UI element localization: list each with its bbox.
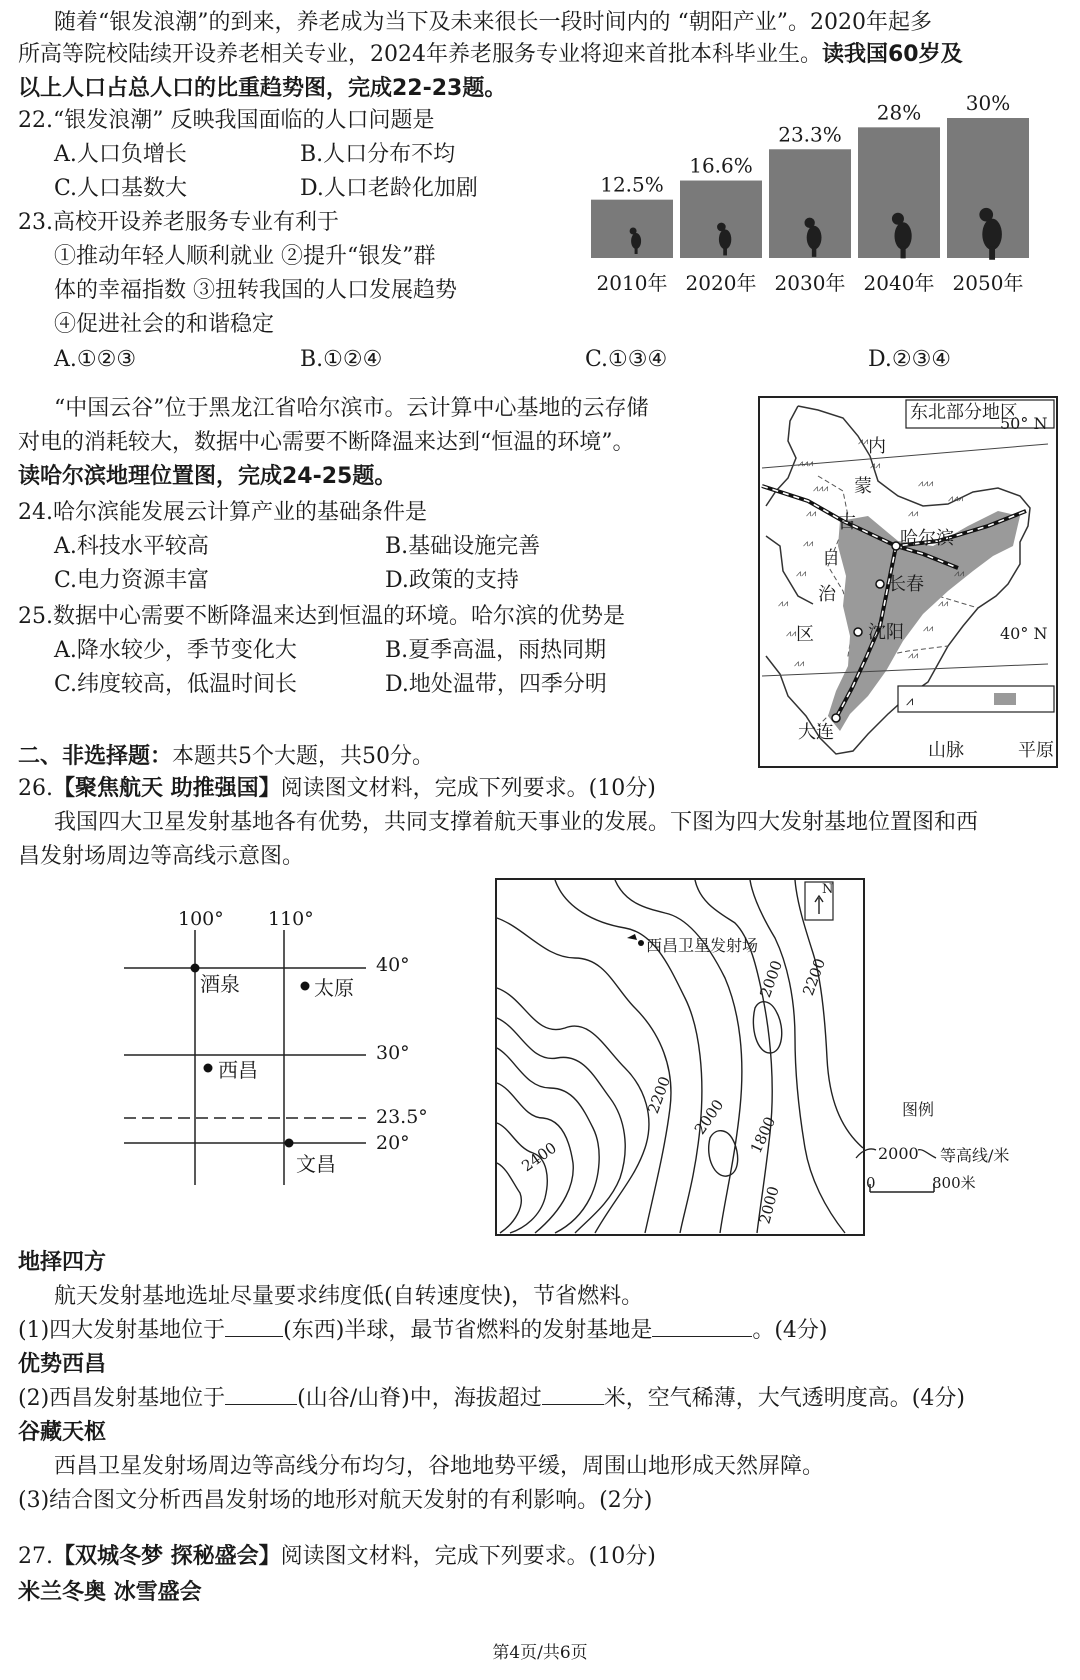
page-footer: 第4页/共6页 [492, 1643, 588, 1663]
intro2-line-3: 读哈尔滨地理位置图，完成24-25题。 [18, 464, 397, 489]
q24-option-c: C.电力资源丰富 [54, 568, 210, 593]
q27-heading-1: 米兰冬奥 冰雪盛会 [18, 1580, 202, 1605]
section-2-desc: 本题共5个大题，共50分。 [172, 744, 435, 769]
q26-s2-blank-1[interactable] [225, 1386, 297, 1405]
site-xichang: 西昌 [218, 1058, 258, 1082]
q22-option-d: D.人口老龄化加剧 [300, 176, 478, 201]
q26-s2-part-b: (山谷/山脊)中，海拔超过 [297, 1386, 542, 1411]
q24-option-d: D.政策的支持 [385, 568, 519, 593]
region-char-5: 治 [818, 584, 836, 605]
q23-stem: 23.高校开设养老服务专业有利于 [18, 210, 339, 235]
lon-100-label: 100° [178, 908, 224, 930]
q22-option-b: B.人口分布不均 [300, 142, 456, 167]
contour-legend-title: 图例 [902, 1100, 935, 1119]
scale-distance-label: 800米 [932, 1174, 976, 1192]
q23-option-c: C.①③④ [585, 347, 668, 372]
q26-s1-part-a: (1)四大发射基地位于 [18, 1318, 226, 1343]
lat-23-5-label: 23.5° [376, 1106, 428, 1128]
contour-label-2200-b: 2200 [644, 1073, 675, 1117]
svg-text:⩘⩘⩘: ⩘⩘⩘ [918, 479, 934, 489]
q25-option-b: B.夏季高温，雨热同期 [385, 638, 607, 663]
lat-40-label: 40° [376, 954, 410, 976]
intro2-line-1: “中国云谷”位于黑龙江省哈尔滨市。云计算中心基地的云存储 [54, 396, 649, 421]
q27-topic: 【双城冬梦 探秘盛会】 [53, 1544, 281, 1569]
bar-category-label: 2050年 [952, 271, 1024, 295]
q22-stem: 22.“银发浪潮” 反映我国面临的人口问题是 [18, 108, 435, 133]
map-lat-40: 40° N [1000, 624, 1048, 643]
q26-topic: 【聚焦航天 助推强国】 [53, 776, 281, 801]
contour-label-2000-c: 2000 [755, 1184, 783, 1226]
q26-paragraph-1: 我国四大卫星发射基地各有优势，共同支撑着航天事业的发展。下图为四大发射基地位置图和西 [54, 810, 979, 835]
q25-option-c: C.纬度较高，低温时间长 [54, 672, 298, 697]
q26-header [18, 776, 656, 802]
bar-category-label: 2040年 [863, 271, 935, 295]
city-changchun: 长春 [888, 574, 924, 595]
q26-text-3: 西昌卫星发射场周边等高线分布均匀，谷地地势平缓，周围山地形成天然屏障。 [54, 1454, 825, 1479]
site-jiuquan: 酒泉 [200, 972, 240, 996]
q23-item-line-2: 体的幸福指数 ③扭转我国的人口发展趋势 [54, 278, 457, 303]
q26-s1-blank-1[interactable] [225, 1318, 283, 1337]
svg-text:⩘⩘: ⩘⩘ [954, 569, 965, 579]
bar-value-label: 28% [876, 100, 922, 125]
q26-s1-part-c: 。(4分) [752, 1318, 828, 1343]
intro2-line-2: 对电的消耗较大，数据中心需要不断降温来达到“恒温的环境”。 [18, 430, 635, 455]
section-2-title: 二、非选择题： [18, 744, 173, 769]
bar-category-label: 2010年 [596, 271, 668, 295]
site-taiyuan: 太原 [314, 976, 354, 1000]
region-char-2: 蒙 [854, 476, 872, 497]
svg-text:⩘⩘⩘: ⩘⩘⩘ [813, 484, 829, 494]
region-char-4: 自 [822, 548, 840, 569]
svg-text:⩘⩘: ⩘⩘ [794, 659, 805, 669]
q23-option-b: B.①②④ [300, 347, 383, 372]
q25-stem: 25.数据中心需要不断降温来达到恒温的环境。哈尔滨的优势是 [18, 604, 625, 629]
svg-text:⩘⩘: ⩘⩘ [796, 569, 807, 579]
svg-text:⩘⩘: ⩘⩘ [858, 437, 869, 447]
q22-option-c: C.人口基数大 [54, 176, 188, 201]
intro-line-2 [18, 42, 963, 68]
legend-mountain-label: 山脉 [928, 740, 964, 761]
svg-text:⩘⩘: ⩘⩘ [908, 651, 919, 661]
q24-stem: 24.哈尔滨能发展云计算产业的基础条件是 [18, 500, 427, 525]
section-2-header [18, 744, 434, 770]
svg-text:⩘⩘: ⩘⩘ [778, 599, 789, 609]
bar-value-label: 30% [965, 91, 1011, 115]
bar-category-label: 2030年 [774, 271, 846, 295]
q26-heading-1: 地择四方 [18, 1250, 107, 1275]
svg-text:⩘⩘: ⩘⩘ [870, 461, 881, 471]
xichang-contour-map [495, 878, 865, 1236]
contour-label-2200-a: 2200 [799, 955, 830, 999]
svg-text:⩘⩘: ⩘⩘ [803, 539, 814, 549]
xichang-launch-site-label: 西昌卫星发射场 [646, 936, 759, 955]
q26-s2-part-a: (2)西昌发射基地位于 [18, 1386, 226, 1411]
q24-option-b: B.基础设施完善 [385, 534, 541, 559]
q26-subquestion-2 [18, 1386, 965, 1412]
svg-text:⩘: ⩘ [906, 694, 914, 709]
bar-category-label: 2020年 [685, 271, 757, 295]
q26-paragraph-2: 昌发射场周边等高线示意图。 [18, 844, 305, 869]
svg-text:⩘⩘: ⩘⩘ [806, 509, 817, 519]
north-arrow-label: N [822, 882, 834, 897]
contour-label-1800: 1800 [746, 1113, 780, 1157]
legend-plain-label: 平原 [1018, 740, 1054, 761]
q23-item-line-3: ④促进社会的和谐稳定 [54, 312, 275, 337]
contour-label-2400: 2400 [518, 1138, 560, 1176]
region-char-1: 内 [868, 436, 886, 457]
q24-option-a: A.科技水平较高 [54, 534, 209, 559]
q27-header [18, 1544, 656, 1570]
city-shenyang: 沈阳 [868, 622, 904, 643]
lat-20-label: 20° [376, 1132, 410, 1154]
lat-30-label: 30° [376, 1042, 410, 1064]
q25-option-d: D.地处温带，四季分明 [385, 672, 607, 697]
q26-number: 26. [18, 776, 53, 801]
svg-text:⩘⩘: ⩘⩘ [908, 509, 919, 519]
contour-legend-text: 等高线/米 [940, 1146, 1010, 1165]
svg-text:⩘⩘⩘: ⩘⩘⩘ [798, 459, 814, 469]
q23-option-a: A.①②③ [54, 347, 137, 372]
q25-option-a: A.降水较少，季节变化大 [54, 638, 297, 663]
q27-number: 27. [18, 1544, 53, 1569]
q26-text-1: 航天发射基地选址尽量要求纬度低(自转速度快)，节省燃料。 [54, 1284, 644, 1309]
map-title: 东北部分地区 [910, 402, 1018, 423]
intro-line-2-bold: 读我国60岁及 [822, 42, 963, 67]
region-char-6: 区 [796, 624, 814, 645]
q26-instructions: 阅读图文材料，完成下列要求。(10分) [280, 776, 656, 801]
q27-instructions: 阅读图文材料，完成下列要求。(10分) [280, 1544, 656, 1569]
svg-text:⩘⩘: ⩘⩘ [786, 629, 797, 639]
scale-zero-label: 0 [866, 1174, 876, 1192]
bar-value-label: 16.6% [689, 153, 753, 178]
q23-option-d: D.②③④ [868, 347, 952, 372]
q26-s1-part-b: (东西)半球，最节省燃料的发射基地是 [283, 1318, 653, 1343]
city-harbin: 哈尔滨 [900, 528, 954, 549]
svg-text:⩘⩘⩘: ⩘⩘⩘ [948, 494, 964, 504]
bar-value-label: 23.3% [778, 122, 842, 147]
q26-subquestion-1 [18, 1318, 828, 1344]
contour-legend-value: 2000 [878, 1144, 919, 1163]
svg-text:⩘⩘: ⩘⩘ [923, 624, 934, 634]
svg-text:⩘⩘: ⩘⩘ [938, 599, 949, 609]
city-dalian: 大连 [798, 722, 834, 743]
q26-s1-blank-2[interactable] [652, 1318, 752, 1337]
map-lat-50: 50° N [1000, 414, 1048, 433]
lon-110-label: 110° [268, 908, 314, 930]
q26-heading-2: 优势西昌 [18, 1352, 107, 1377]
intro-line-3: 以上人口占总人口的比重趋势图，完成22-23题。 [18, 76, 507, 101]
q26-subquestion-3: (3)结合图文分析西昌发射场的地形对航天发射的有利影响。(2分) [18, 1488, 653, 1513]
aging-population-bar-chart [585, 90, 1055, 310]
intro-line-1: 随着“银发浪潮”的到来，养老成为当下及未来很长一段时间内的 “朝阳产业”。2020年起多 [54, 10, 932, 35]
site-wenchang: 文昌 [296, 1152, 336, 1176]
contour-label-2000-b: 2000 [690, 1096, 728, 1138]
bar-value-label: 12.5% [600, 172, 664, 197]
q22-option-a: A.人口负增长 [54, 142, 187, 167]
q26-s2-part-c: 米，空气稀薄，大气透明度高。(4分) [603, 1386, 965, 1411]
q26-heading-3: 谷藏天枢 [18, 1420, 107, 1445]
q26-s2-blank-2[interactable] [542, 1386, 604, 1405]
q23-item-line-1: ①推动年轻人顺利就业 ②提升“银发”群 [54, 244, 436, 269]
contour-label-2000-a: 2000 [756, 957, 787, 1001]
region-char-3: 古 [838, 512, 856, 533]
intro-line-2-text: 所高等院校陆续开设养老相关专业，2024年养老服务专业将迎来首批本科毕业生。 [18, 42, 822, 67]
